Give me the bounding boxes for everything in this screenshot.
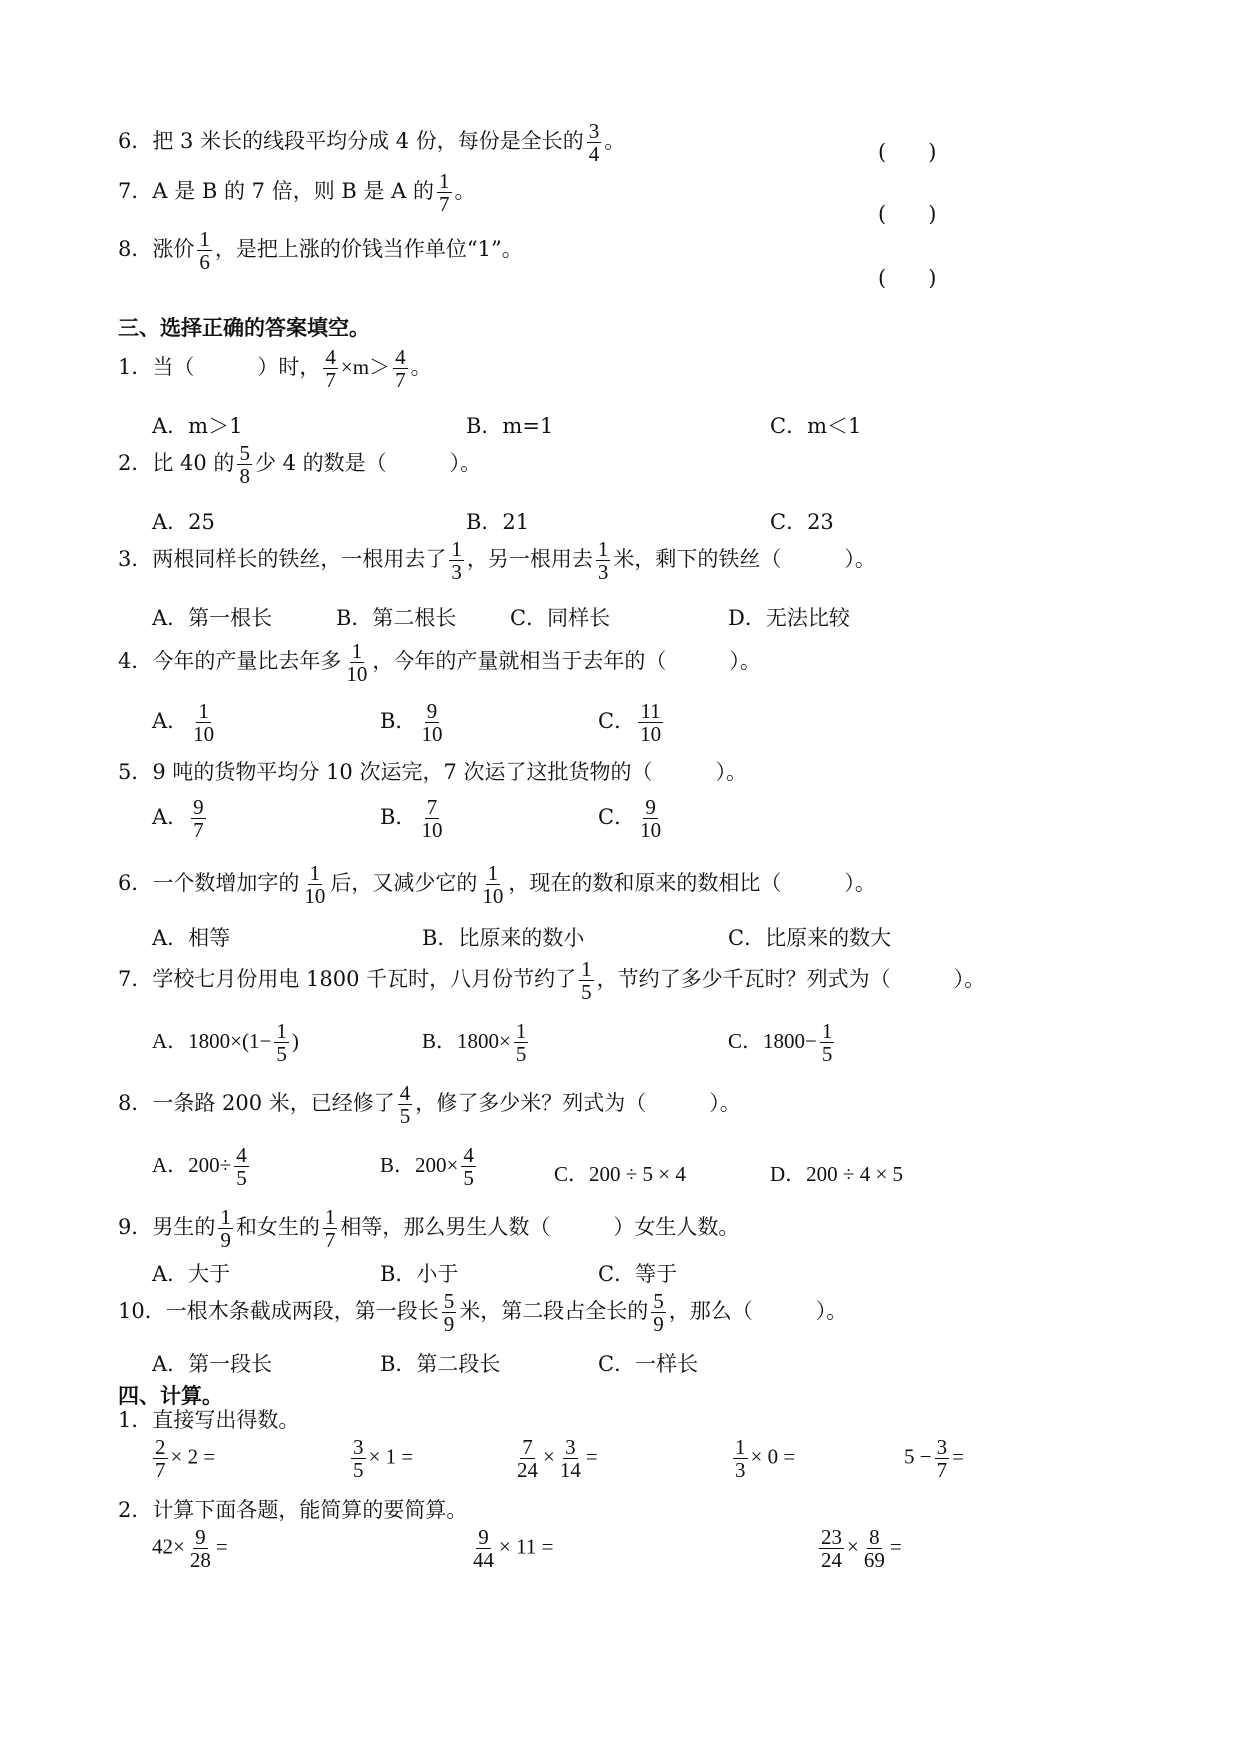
answer-blank-7[interactable]: ( ) [878, 202, 937, 226]
fraction: $\frac{1}{10}$ [482, 861, 504, 909]
fraction: $\frac{4}{5}$ [236, 1143, 247, 1191]
fraction: $\frac{5}{9}$ [443, 1289, 455, 1337]
fraction: $\frac{1}{5}$ [821, 1019, 833, 1067]
option-b[interactable]: B．21 [466, 510, 530, 534]
calc-expression: $\frac{2}{7}$ × 2 = [155, 1435, 216, 1483]
section-4-heading: 四、计算。 [118, 1383, 223, 1408]
fraction: $\frac{9}{44}$ [473, 1525, 494, 1573]
fraction: $\frac{1}{5}$ [581, 957, 592, 1005]
option-d[interactable]: D．无法比较 [728, 606, 850, 630]
calc-expression: $\frac{9}{44}$ × 11 = [473, 1525, 554, 1573]
option-b[interactable]: B． $\frac{9}{10}$ [380, 699, 443, 747]
option-a[interactable]: A．1800×(1− $\frac{1}{5}$ ) [152, 1019, 299, 1067]
option-b[interactable]: B． $\frac{7}{10}$ [380, 795, 443, 843]
section-3-heading: 三、选择正确的答案填空。 [118, 315, 370, 340]
option-a[interactable]: A．第一段长 [152, 1352, 273, 1376]
option-c[interactable]: C．比原来的数大 [728, 926, 892, 950]
fraction: $\frac{4}{7}$ [325, 345, 336, 393]
calc-expression: $\frac{7}{24}$ × $\frac{3}{14}$ = [517, 1435, 598, 1483]
fraction: $\frac{4}{5}$ [463, 1143, 474, 1191]
option-d[interactable]: D．200 ÷ 4 × 5 [770, 1162, 904, 1186]
calc-part-1-label: 1．直接写出得数。 [118, 1408, 300, 1432]
fraction: $\frac{1}{5}$ [515, 1019, 527, 1067]
fraction: $\frac{8}{69}$ [863, 1525, 885, 1573]
mc-question-6: 6．一个数增加字的 $\frac{1}{10}$ 后，又减少它的 $\frac{1}{10}$ ，现在的数和原来的数相比（ ）。 [118, 861, 876, 909]
fraction: $\frac{1}{7}$ [324, 1205, 336, 1253]
option-b[interactable]: B．m=1 [466, 414, 554, 438]
tf-question-8: 8．涨价 $\frac{1}{6}$ ，是把上涨的价钱当作单位“1”。 [118, 227, 523, 275]
option-b[interactable]: B．小于 [380, 1262, 459, 1286]
option-c[interactable]: C．一样长 [598, 1352, 699, 1376]
option-a[interactable]: A．大于 [152, 1262, 231, 1286]
fraction: $\frac{5}{9}$ [653, 1289, 664, 1337]
calc-expression: $\frac{23}{24}$ × $\frac{8}{69}$ = [821, 1525, 902, 1573]
fraction: $\frac{9}{7}$ [193, 795, 204, 843]
option-c[interactable]: C． $\frac{11}{10}$ [598, 699, 662, 747]
mc-question-2: 2．比 40 的 $\frac{5}{8}$ 少 4 的数是（ ）。 [118, 441, 482, 489]
question-text: 8．涨价 [118, 237, 195, 262]
fraction: $\frac{1}{5}$ [276, 1019, 287, 1067]
fraction: $\frac{1}{10}$ [346, 639, 368, 687]
option-b[interactable]: B．200× $\frac{4}{5}$ [380, 1143, 474, 1191]
fraction: $\frac{23}{24}$ [821, 1525, 842, 1573]
fraction: $\frac{1}{10}$ [193, 699, 215, 747]
calc-expression: 42× $\frac{9}{28}$ = [152, 1525, 228, 1573]
fraction: $\frac{3}{5}$ [353, 1435, 364, 1483]
fraction: $\frac{7}{24}$ [517, 1435, 538, 1483]
option-c[interactable]: C．200 ÷ 5 × 4 [554, 1162, 686, 1186]
calc-expression: $\frac{1}{3}$ × 0 = [735, 1435, 796, 1483]
mc-question-3: 3．两根同样长的铁丝，一根用去了 $\frac{1}{3}$ ，另一根用去 $\frac{1}{3}$ 米，剩下的铁丝（ ）。 [118, 537, 876, 585]
fraction: $\frac{2}{7}$ [155, 1435, 166, 1483]
fraction: $\frac{3}{4}$ [588, 119, 600, 167]
option-c[interactable]: C．等于 [598, 1262, 678, 1286]
tf-question-6: 6．把 3 米长的线段平均分成 4 份，每份是全长的 $\frac{3}{4}$ 。 [118, 119, 626, 167]
option-a[interactable]: A．25 [152, 510, 215, 534]
fraction: $\frac{1}{6}$ [199, 227, 210, 275]
option-a[interactable]: A． $\frac{9}{7}$ [152, 795, 204, 843]
mc-question-1: 1．当（ ）时， $\frac{4}{7}$ ×m＞ $\frac{4}{7}$ 。 [118, 345, 432, 393]
option-a[interactable]: A．200÷ $\frac{4}{5}$ [152, 1143, 247, 1191]
fraction: $\frac{1}{10}$ [304, 861, 326, 909]
answer-blank-6[interactable]: ( ) [878, 140, 937, 164]
question-text: 7．A 是 B 的 7 倍，则 B 是 A 的 [118, 179, 434, 204]
fraction: $\frac{5}{8}$ [239, 441, 250, 489]
mc-question-4: 4．今年的产量比去年多 $\frac{1}{10}$ ，今年的产量就相当于去年的（ ）。 [118, 639, 761, 687]
option-a[interactable]: A．第一根长 [152, 606, 273, 630]
calc-expression: 5 − $\frac{3}{7}$ = [904, 1435, 964, 1483]
fraction: $\frac{9}{10}$ [640, 795, 662, 843]
option-b[interactable]: B．1800× $\frac{1}{5}$ [422, 1019, 527, 1067]
mc-question-9: 9．男生的 $\frac{1}{9}$ 和女生的 $\frac{1}{7}$ 相等，那么男生人数（ ）女生人数。 [118, 1205, 740, 1253]
fraction: $\frac{9}{28}$ [189, 1525, 211, 1573]
fraction: $\frac{1}{3}$ [597, 537, 609, 585]
mc-question-5: 5．9 吨的货物平均分 10 次运完，7 次运了这批货物的（ ）。 [118, 760, 748, 784]
option-a[interactable]: A． $\frac{1}{10}$ [152, 699, 215, 747]
fraction: $\frac{9}{10}$ [421, 699, 443, 747]
fraction: $\frac{3}{7}$ [936, 1435, 948, 1483]
fraction: $\frac{11}{10}$ [640, 699, 662, 747]
mc-question-10: 10．一根木条截成两段，第一段长 $\frac{5}{9}$ 米，第二段占全长的 $\frac{5}{9}$ ，那么（ ）。 [118, 1289, 848, 1337]
question-text: 6．把 3 米长的线段平均分成 4 份，每份是全长的 [118, 129, 584, 154]
fraction: $\frac{4}{7}$ [395, 345, 406, 393]
fraction: $\frac{3}{14}$ [559, 1435, 581, 1483]
option-b[interactable]: B．比原来的数小 [422, 926, 585, 950]
tf-question-7: 7．A 是 B 的 7 倍，则 B 是 A 的 $\frac{1}{7}$ 。 [118, 169, 476, 217]
fraction: $\frac{4}{5}$ [399, 1081, 411, 1129]
fraction: $\frac{1}{9}$ [220, 1205, 231, 1253]
option-b[interactable]: B．第二根长 [336, 606, 457, 630]
mc-question-8: 8．一条路 200 米，已经修了 $\frac{4}{5}$ ，修了多少米？列式为（ ）。 [118, 1081, 741, 1129]
option-a[interactable]: A．相等 [152, 926, 231, 950]
calc-part-2-label: 2．计算下面各题，能简算的要简算。 [118, 1498, 468, 1522]
calc-expression: $\frac{3}{5}$ × 1 = [353, 1435, 414, 1483]
option-c[interactable]: C．m＜1 [770, 414, 862, 438]
option-b[interactable]: B．第二段长 [380, 1352, 501, 1376]
option-c[interactable]: C．1800− $\frac{1}{5}$ [728, 1019, 833, 1067]
fraction: $\frac{7}{10}$ [421, 795, 443, 843]
option-c[interactable]: C． $\frac{9}{10}$ [598, 795, 662, 843]
mc-question-7: 7．学校七月份用电 1800 千瓦时，八月份节约了 $\frac{1}{5}$ ，节约了多少千瓦时？列式为（ ）。 [118, 957, 986, 1005]
fraction: $\frac{1}{3}$ [451, 537, 462, 585]
option-c[interactable]: C．23 [770, 510, 834, 534]
answer-blank-8[interactable]: ( ) [878, 266, 937, 290]
option-a[interactable]: A．m＞1 [152, 414, 243, 438]
fraction: $\frac{1}{3}$ [735, 1435, 746, 1483]
option-c[interactable]: C．同样长 [510, 606, 611, 630]
fraction: $\frac{1}{7}$ [439, 169, 450, 217]
